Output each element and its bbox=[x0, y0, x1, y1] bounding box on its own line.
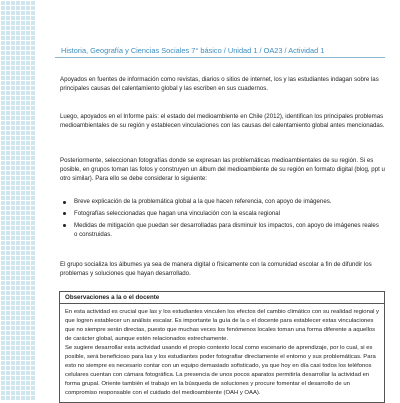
bullet-icon bbox=[63, 224, 66, 227]
considerations-list bbox=[62, 198, 382, 243]
observation-paragraph: En esta actividad es crucial que las y los estudiantes vinculen los efectos del cambio climático con su realidad regional y que logren establecer un análisis escalar. Es importante la guía de la o el docente para establecer estas vinculaciones que no siempre serán directas, puesto que muchas veces los fenómenos locales toman una forma diferente a aquellos de carácter global, aunque estén relacionados estrechamente. bbox=[65, 309, 380, 342]
list-item bbox=[62, 222, 382, 240]
list-item-text: Breve explicación de la problemática global a la que hacen referencia, con apoyo de imágenes. bbox=[74, 198, 332, 205]
bullet-icon bbox=[63, 201, 66, 204]
paragraph-photographs: Posteriormente, seleccionan fotografías donde se expresan las problemáticas medioambientales de su región. Si es posible, en grupos toman las fotos y construyen un álbum del medioambiente de su región en formato digital (blog, ppt u otro similar). Para ello se debe considerar lo siguiente: bbox=[60, 157, 385, 182]
document-page bbox=[35, 0, 400, 400]
page-header: Historia, Geografía y Ciencias Sociales 7° básico / Unidad 1 / OA23 / Actividad 1 bbox=[61, 46, 325, 55]
observations-title: Observaciones a la o el docente bbox=[60, 292, 384, 304]
observation-paragraph: Se sugiere desarrollar esta actividad usando el propio contexto local como escenario de aprendizaje, por lo cual, si es posible, será beneficioso para las y los estudiantes poder fotografiar directamente el entorno y sus problemáticas. Para esto no siempre es necesario contar con un equipo demasiado sofisticado, ya que hoy en día casi todos los teléfonos celulares cuentan con cámara fotográfica. La presencia de unos pocos aparatos permitiría desarrollar la actividad en forma grupal. Oriente también el trabajo en la búsqueda de soluciones y procure fomentar el desarrollo de un compromiso responsable con el cuidado del medioambiente (OAH y OAA). bbox=[65, 345, 376, 396]
header-divider bbox=[55, 57, 385, 58]
paragraph-sources: Apoyados en fuentes de información como revistas, diarios o sitios de internet, los y las estudiantes indagan sobre las principales causas del calentamiento global y las escriben en sus cuadernos. bbox=[60, 76, 379, 92]
list-item-text: Medidas de mitigación que puedan ser desarrolladas para disminuir los impactos, con apoyo de imágenes reales o construidas. bbox=[74, 221, 379, 238]
paragraph-country-report: Luego, apoyados en el Informe país: el estado del medioambiente en Chile (2012), identifican los principales problemas medioambientales de su región y establecen vinculaciones con las causas del calentamiento global antes mencionadas. bbox=[60, 113, 385, 129]
bullet-icon bbox=[63, 212, 66, 215]
list-item bbox=[62, 198, 382, 207]
list-item-text: Fotografías seleccionadas que hagan una vinculación con la escala regional bbox=[74, 209, 280, 217]
paragraph-socialize: El grupo socializa los álbumes ya sea de manera digital o físicamente con la comunidad escolar a fin de difundir los problemas y soluciones que hayan desarrollado. bbox=[60, 261, 372, 277]
list-item bbox=[62, 210, 382, 219]
decorative-grid-sidebar bbox=[0, 0, 35, 400]
teacher-observations-box bbox=[59, 291, 385, 403]
